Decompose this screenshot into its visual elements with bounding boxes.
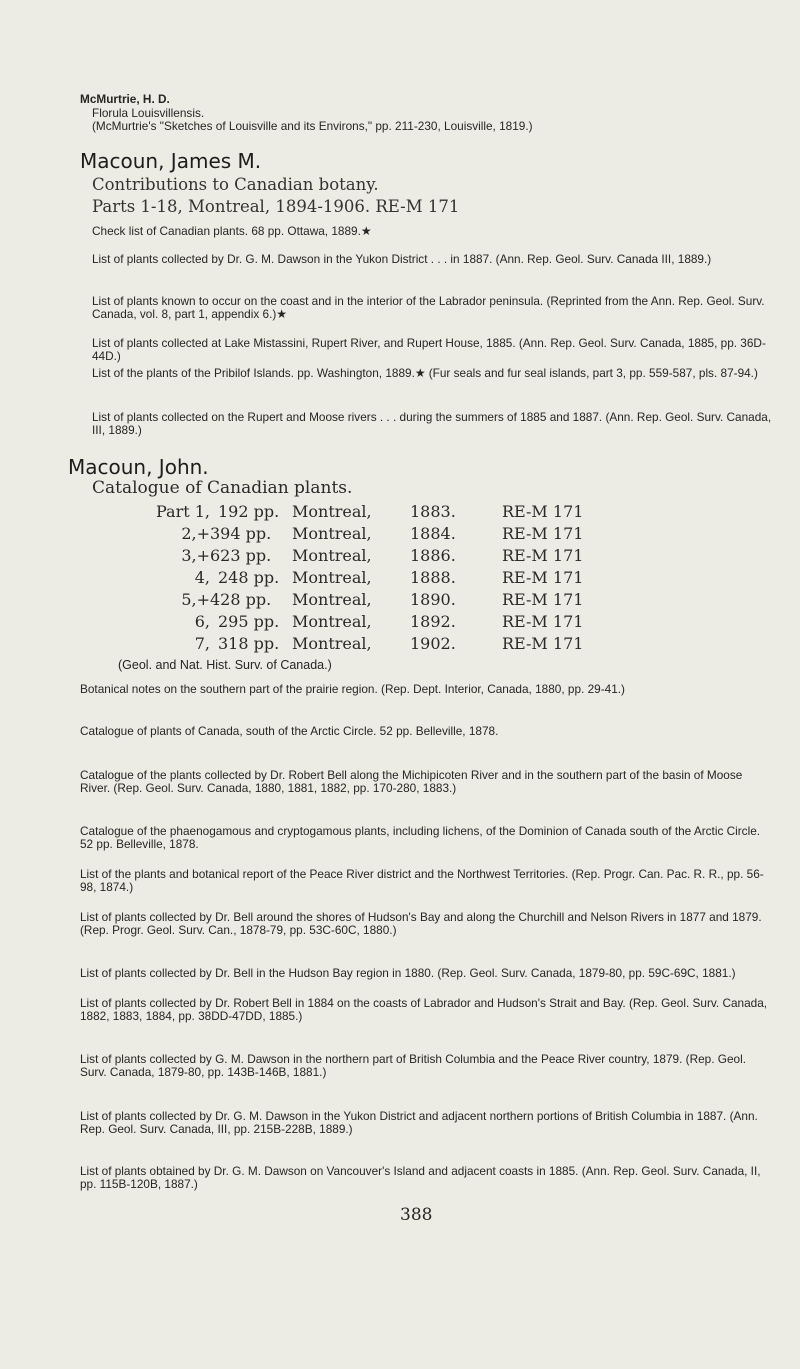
part-number: 6,	[194, 611, 210, 631]
part-place: Montreal,	[292, 589, 372, 609]
catalogue-parts-table	[118, 500, 758, 660]
entry-john-6: List of plants collected by Dr. Bell in the Hudson Bay region in 1880. (Rep. Geol. Surv. Canada, 1879-80, pp. 59C-69C, 1881.)	[80, 966, 736, 980]
part-number: Part 1,	[155, 501, 210, 521]
entry-john-3: Catalogue of the phaenogamous and cryptogamous plants, including lichens, of the Dominion of Canada south of the Arctic Circle. 52 pp. Belleville, 1878.	[80, 824, 761, 851]
part-place: Montreal,	[292, 611, 372, 631]
part-call-number: RE-M 171	[502, 501, 584, 521]
part-pages: 623 pp.	[210, 545, 272, 565]
part-year: 1892.	[410, 611, 456, 631]
part-pages: 394 pp.	[210, 523, 272, 543]
part-pages: 295 pp.	[218, 611, 280, 631]
part-number: 5,+	[181, 589, 210, 609]
part-call-number: RE-M 171	[502, 523, 584, 543]
entry-james-5: List of plants collected on the Rupert and Moose rivers . . . during the summers of 1885 and 1887. (Ann. Rep. Geol. Surv. Canada, III, 1889.)	[92, 410, 772, 437]
entry-james-3: List of plants collected at Lake Mistassini, Rupert River, and Rupert House, 1885. (Ann. Rep. Geol. Surv. Canada, 1885, pp. 36D-44D.)	[92, 336, 766, 363]
table-row	[118, 544, 632, 566]
table-row	[118, 632, 632, 654]
page-number: 388	[400, 1205, 433, 1225]
entry-john-8: List of plants collected by G. M. Dawson in the northern part of British Columbia and the Peace River country, 1879. (Rep. Geol. Surv. Canada, 1879-80, pp. 143B-146B, 1881.)	[80, 1052, 746, 1079]
part-pages: 428 pp.	[210, 589, 272, 609]
entry-james-1: List of plants collected by Dr. G. M. Dawson in the Yukon District . . . in 1887. (Ann. Rep. Geol. Surv. Canada III, 1889.)	[92, 252, 712, 266]
entry-john-4: List of the plants and botanical report of the Peace River district and the Northwest Territories. (Rep. Progr. Can. Pac. R. R., pp. 56-98, 1874.)	[80, 867, 764, 894]
author-mcmurtrie: McMurtrie, H. D.	[80, 92, 170, 106]
entry-james-2: List of plants known to occur on the coast and in the interior of the Labrador peninsula. (Reprinted from the Ann. Rep. Geol. Surv. Canada, vol. 8, part 1, appendix 6.)★	[92, 294, 765, 321]
part-number: 3,+	[181, 545, 210, 565]
author-macoun-john: Macoun, John.	[68, 455, 209, 479]
table-row	[118, 610, 632, 632]
entry-james-4: List of the plants of the Pribilof Islands. pp. Washington, 1889.★ (Fur seals and fur seal islands, part 3, pp. 559-587, pls. 87-94.)	[92, 366, 758, 380]
title-contributions-parts: Parts 1-18, Montreal, 1894-1906. RE-M 171	[92, 197, 460, 216]
part-call-number: RE-M 171	[502, 633, 584, 653]
part-year: 1886.	[410, 545, 456, 565]
part-call-number: RE-M 171	[502, 611, 584, 631]
entry-john-9: List of plants collected by Dr. G. M. Dawson in the Yukon District and adjacent northern portions of British Columbia in 1887. (Ann. Rep. Geol. Surv. Canada, III, pp. 215B-228B, 1889.)	[80, 1109, 758, 1136]
table-row	[118, 588, 632, 610]
title-catalogue: Catalogue of Canadian plants.	[92, 478, 353, 498]
entry-john-1: Catalogue of plants of Canada, south of the Arctic Circle. 52 pp. Belleville, 1878.	[80, 724, 499, 738]
part-place: Montreal,	[292, 633, 372, 653]
part-pages: 318 pp.	[218, 633, 280, 653]
table-row	[118, 566, 632, 588]
entry-john-10: List of plants obtained by Dr. G. M. Dawson on Vancouver's Island and adjacent coasts in 1885. (Ann. Rep. Geol. Surv. Canada, II, pp. 115B-120B, 1887.)	[80, 1164, 761, 1191]
entry-john-5: List of plants collected by Dr. Bell around the shores of Hudson's Bay and along the Churchill and Nelson Rivers in 1877 and 1879. (Rep. Progr. Geol. Surv. Can., 1878-79, pp. 53C-60C, 1880.)	[80, 910, 762, 937]
part-number: 7,	[194, 633, 210, 653]
catalogue-note: (Geol. and Nat. Hist. Surv. of Canada.)	[118, 658, 332, 672]
part-number: 4,	[194, 567, 210, 587]
part-call-number: RE-M 171	[502, 545, 584, 565]
part-place: Montreal,	[292, 567, 372, 587]
part-place: Montreal,	[292, 545, 372, 565]
entry-john-2: Catalogue of the plants collected by Dr. Robert Bell along the Michipicoten River and in the southern part of the basin of Moose River. (Rep. Geol. Surv. Canada, 1880, 1881, 1882, pp. 170-280, 1883.)	[80, 768, 743, 795]
table-row	[118, 522, 632, 544]
part-year: 1902.	[410, 633, 456, 653]
entry-john-0: Botanical notes on the southern part of the prairie region. (Rep. Dept. Interior, Canada, 1880, pp. 29-41.)	[80, 682, 625, 696]
part-place: Montreal,	[292, 501, 372, 521]
entry-james-0: Check list of Canadian plants. 68 pp. Ottawa, 1889.★	[92, 224, 372, 238]
part-pages: 192 pp.	[218, 501, 280, 521]
table-row	[118, 500, 632, 522]
part-call-number: RE-M 171	[502, 567, 584, 587]
title-contributions: Contributions to Canadian botany.	[92, 175, 379, 194]
part-pages: 248 pp.	[218, 567, 280, 587]
title-florula: Florula Louisvillensis.	[92, 106, 205, 120]
part-call-number: RE-M 171	[502, 589, 584, 609]
note-mcmurtrie: (McMurtrie's "Sketches of Louisville and its Environs," pp. 211-230, Louisville, 1819.)	[92, 119, 533, 133]
author-macoun-james: Macoun, James M.	[80, 149, 262, 173]
part-year: 1888.	[410, 567, 456, 587]
part-place: Montreal,	[292, 523, 372, 543]
part-number: 2,+	[181, 523, 210, 543]
part-year: 1884.	[410, 523, 456, 543]
part-year: 1883.	[410, 501, 456, 521]
entry-john-7: List of plants collected by Dr. Robert Bell in 1884 on the coasts of Labrador and Hudson's Strait and Bay. (Rep. Geol. Surv. Canada, 1882, 1883, 1884, pp. 38DD-47DD, 1885.)	[80, 996, 768, 1023]
part-year: 1890.	[410, 589, 456, 609]
